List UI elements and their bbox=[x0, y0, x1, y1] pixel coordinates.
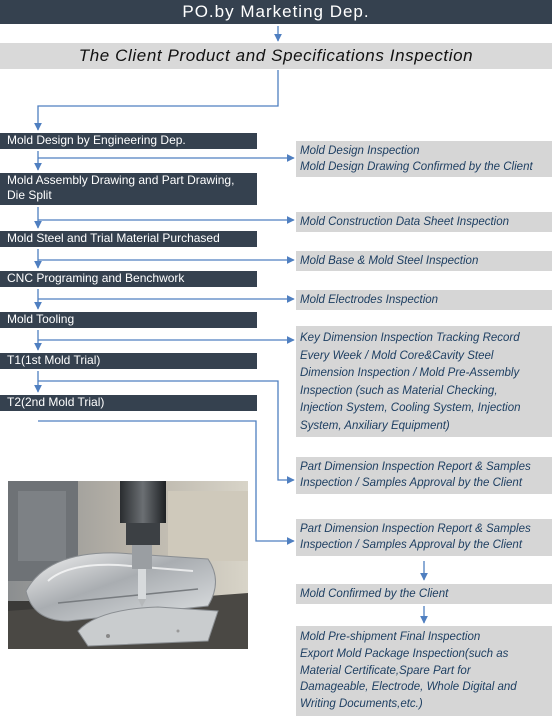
inspection-line: Mold Design Inspection bbox=[300, 145, 420, 157]
inspection-line: Export Mold Package Inspection(such as bbox=[300, 647, 509, 660]
inspection-line: Injection System, Cooling System, Injection bbox=[300, 402, 521, 414]
step-line: T2(2nd Mold Trial) bbox=[7, 395, 105, 409]
step-line: Die Split bbox=[7, 188, 52, 202]
inspection-line: Dimension Inspection / Mold Pre-Assembly bbox=[300, 367, 520, 379]
inspection-line: Inspection / Samples Approval by the Client bbox=[300, 477, 523, 489]
inspection-line: Inspection (such as Material Checking, bbox=[300, 384, 498, 397]
page-subtitle: The Client Product and Specifications Inspection bbox=[0, 43, 552, 69]
step-line: T1(1st Mold Trial) bbox=[7, 353, 101, 367]
inspection-line: Part Dimension Inspection Report & Samples bbox=[300, 461, 531, 473]
inspection-line: Writing Documents,etc.) bbox=[300, 698, 423, 711]
inspection-line: Mold Pre-shipment Final Inspection bbox=[300, 631, 481, 643]
inspection-line: Mold Base & Mold Steel Inspection bbox=[300, 255, 479, 267]
inspection-line: Part Dimension Inspection Report & Samples bbox=[300, 523, 531, 535]
inspection-line: Mold Construction Data Sheet Inspection bbox=[300, 216, 510, 228]
inspection-line: Inspection / Samples Approval by the Client bbox=[300, 539, 523, 551]
arrow-title-to-step bbox=[38, 70, 278, 130]
step-line: Mold Assembly Drawing and Part Drawing, bbox=[7, 173, 235, 187]
inspection-line: Material Certificate,Spare Part for bbox=[300, 664, 471, 677]
step-line: Mold Steel and Trial Material Purchased bbox=[7, 231, 220, 245]
inspection-line: Key Dimension Inspection Tracking Record bbox=[300, 332, 520, 344]
header-title: PO.by Marketing Dep. bbox=[0, 0, 552, 24]
inspection-line: Every Week / Mold Core&Cavity Steel bbox=[300, 349, 494, 362]
inspection-line: System, Anxiliary Equipment) bbox=[300, 419, 450, 432]
step-line: Mold Tooling bbox=[7, 312, 75, 326]
inspection-line: Mold Design Drawing Confirmed by the Client bbox=[300, 161, 533, 173]
step-line: CNC Programing and Benchwork bbox=[7, 271, 185, 285]
step-line: Mold Design by Engineering Dep. bbox=[7, 133, 186, 147]
inspection-line: Mold Confirmed by the Client bbox=[300, 588, 449, 600]
arrow-t2-to-part-inspection bbox=[38, 421, 294, 541]
inspection-line: Mold Electrodes Inspection bbox=[300, 294, 439, 306]
inspection-line: Damageable, Electrode, Whole Digital and bbox=[300, 681, 517, 694]
